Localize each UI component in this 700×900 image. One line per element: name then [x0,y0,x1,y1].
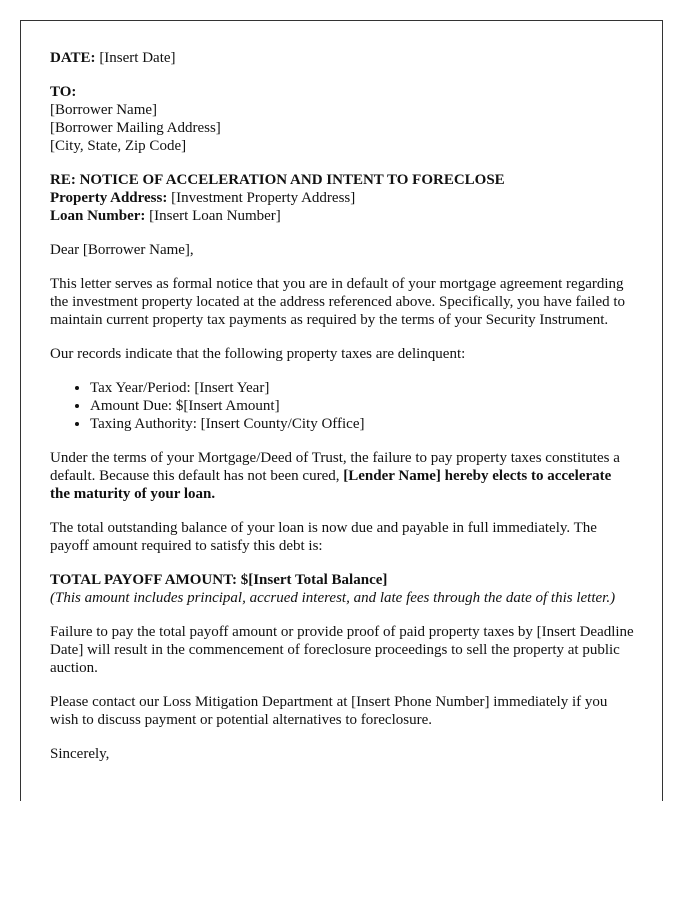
list-item: • Amount Due: $[Insert Amount] [90,397,634,415]
contact-paragraph: Please contact our Loss Mitigation Department at [Insert Phone Number] immediately if you wish to discuss payment or potential alternatives to foreclosure. [50,694,608,728]
closing: Sincerely, [50,746,110,762]
salutation: Dear [Borrower Name], [50,242,194,258]
acceleration-paragraph: Under the terms of your Mortgage/Deed of Trust, the failure to pay property taxes constitutes a default. Because this default has not been cured, [Lender Name] hereby elects to accelerate the maturity of your loan. [50,450,620,502]
payoff-block [50,571,634,607]
foreclosure-paragraph: Failure to pay the total payoff amount or provide proof of paid property taxes by [Insert Deadline Date] will result in the commencement of foreclosure proceedings to sell the property at public auction. [50,624,634,676]
subject-line: RE: NOTICE OF ACCELERATION AND INTENT TO FORECLOSE [50,172,505,188]
default-notice-paragraph: This letter serves as formal notice that you are in default of your mortgage agreement regarding the investment property located at the address referenced above. Specifically, you have failed to maintain current property tax payments as required by the terms of your Security Instrument. [50,276,626,328]
list-item: • Tax Year/Period: [Insert Year] [90,379,634,397]
recipient-block: TO: [Borrower Name] [Borrower Mailing Address] [City, State, Zip Code] [50,84,221,154]
date-line: DATE: [Insert Date] [50,50,176,66]
payoff-note: (This amount includes principal, accrued interest, and late fees through the date of this letter.) [50,590,616,606]
balance-paragraph: The total outstanding balance of your loan is now due and payable in full immediately. The payoff amount required to satisfy this debt is: [50,520,597,554]
letter-page [20,20,663,801]
list-item: • Taxing Authority: [Insert County/City Office] [90,415,634,433]
delinquent-intro: Our records indicate that the following property taxes are delinquent: [50,346,466,362]
subject-block: RE: NOTICE OF ACCELERATION AND INTENT TO FORECLOSE Property Address: [Investment Property Address] Loan Number: [Insert Loan Number] [50,172,505,224]
delinquent-list [50,379,634,433]
payoff-amount: TOTAL PAYOFF AMOUNT: $[Insert Total Balance] [50,572,388,588]
